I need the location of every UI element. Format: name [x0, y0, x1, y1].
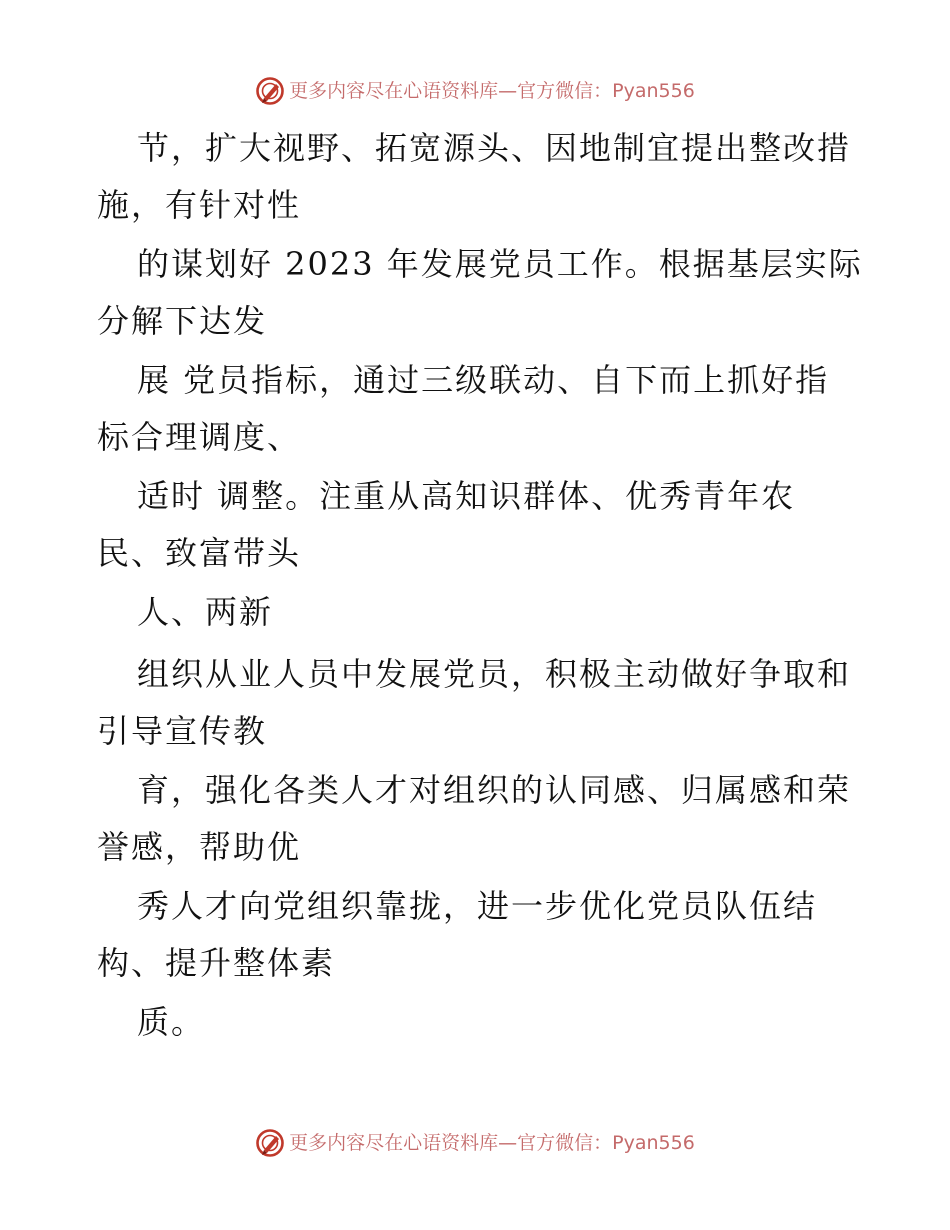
- watermark-text: 更多内容尽在心语资料库—官方微信：Pyan556: [289, 1132, 695, 1154]
- text-line: 分解下达发: [97, 302, 268, 340]
- footer-watermark: [0, 1128, 950, 1158]
- text-line: 民、致富带头: [97, 534, 302, 572]
- text-line: 育，强化各类人才对组织的认同感、归属感和荣: [137, 771, 852, 809]
- text-line: 标合理调度、: [97, 418, 302, 456]
- text-line: 的谋划好 2023 年发展党员工作。根据基层实际: [137, 245, 863, 283]
- text-line: 展 党员指标，通过三级联动、自下而上抓好指: [137, 361, 830, 399]
- pen-logo-icon: [255, 1128, 285, 1158]
- text-line: 质。: [137, 1003, 206, 1041]
- text-line: 秀人才向党组织靠拢，进一步优化党员队伍结: [137, 887, 818, 925]
- watermark-text: 更多内容尽在心语资料库—官方微信：Pyan556: [289, 80, 695, 102]
- text-line: 誉感，帮助优: [97, 828, 302, 866]
- text-line: 引导宣传教: [97, 712, 268, 750]
- text-line: 组织从业人员中发展党员，积极主动做好争取和: [137, 655, 852, 693]
- text-line: 施，有针对性: [97, 186, 302, 224]
- text-line: 构、提升整体素: [97, 944, 336, 982]
- text-line: 适时 调整。注重从高知识群体、优秀青年农: [137, 477, 796, 515]
- text-line: 人、两新: [137, 593, 274, 631]
- text-line: 节，扩大视野、拓宽源头、因地制宜提出整改措: [137, 129, 852, 167]
